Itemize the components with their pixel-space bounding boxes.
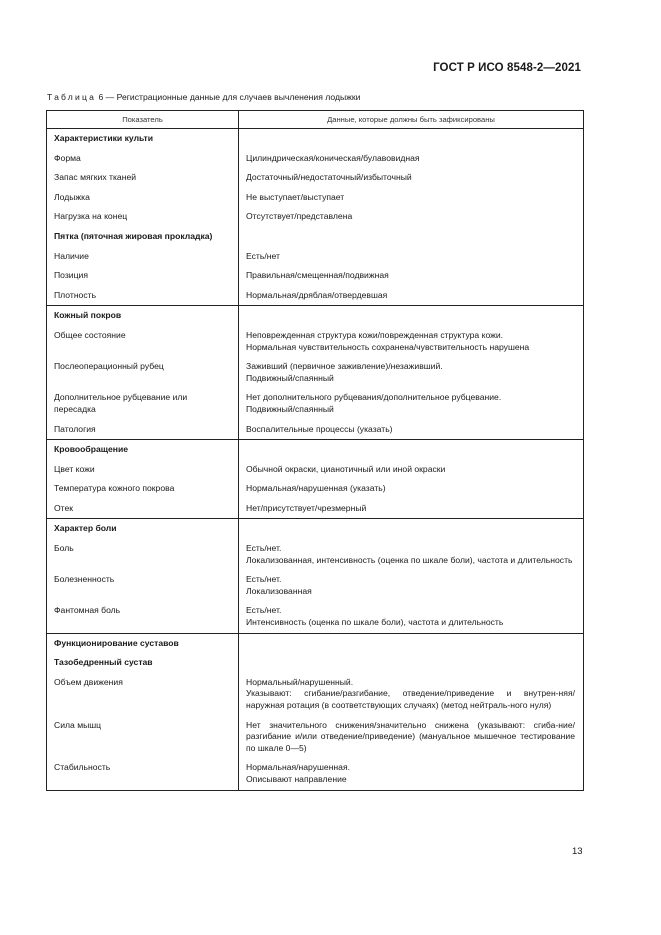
row-label: Болезненность bbox=[47, 570, 239, 601]
row-value bbox=[239, 539, 584, 570]
row-value bbox=[239, 653, 584, 673]
value-line: Есть/нет. bbox=[246, 543, 282, 554]
table-row bbox=[47, 716, 584, 759]
row-label: Объем движения bbox=[47, 673, 239, 716]
row-label: Кожный покров bbox=[47, 306, 239, 326]
row-value bbox=[239, 420, 584, 440]
row-value bbox=[239, 479, 584, 499]
row-value bbox=[239, 673, 584, 716]
column-header-data: Данные, которые должны быть зафиксированы bbox=[239, 111, 584, 129]
table-row bbox=[47, 479, 584, 499]
section-row bbox=[47, 306, 584, 326]
row-value bbox=[239, 388, 584, 419]
row-value bbox=[239, 168, 584, 188]
row-label: Пятка (пяточная жировая прокладка) bbox=[47, 227, 239, 247]
row-value bbox=[239, 357, 584, 388]
value-line: Правильная/смещенная/подвижная bbox=[246, 270, 389, 281]
table-row bbox=[47, 539, 584, 570]
table-row bbox=[47, 570, 584, 601]
subsection-row bbox=[47, 227, 584, 247]
table-row bbox=[47, 247, 584, 267]
row-value bbox=[239, 440, 584, 460]
section-row bbox=[47, 633, 584, 653]
row-value bbox=[239, 601, 584, 633]
row-value bbox=[239, 286, 584, 306]
row-label: Позиция bbox=[47, 266, 239, 286]
value-line: Описывают направление bbox=[246, 773, 347, 784]
value-line: Заживший (первичное заживление)/незаживший. bbox=[246, 361, 443, 372]
table-row bbox=[47, 460, 584, 480]
row-label: Запас мягких тканей bbox=[47, 168, 239, 188]
table-row bbox=[47, 388, 584, 419]
page-number: 13 bbox=[572, 846, 583, 857]
value-line: Не выступает/выступает bbox=[246, 191, 345, 202]
table-row bbox=[47, 601, 584, 633]
subsection-row bbox=[47, 653, 584, 673]
table-row bbox=[47, 207, 584, 227]
value-line: Есть/нет. bbox=[246, 574, 282, 585]
row-value bbox=[239, 129, 584, 149]
row-value bbox=[239, 266, 584, 286]
row-label: Патология bbox=[47, 420, 239, 440]
row-label: Лодыжка bbox=[47, 188, 239, 208]
row-value bbox=[239, 499, 584, 519]
value-line: Подвижный/спаянный bbox=[246, 403, 334, 414]
column-header-indicator: Показатель bbox=[47, 111, 239, 129]
value-line: Нормальный/нарушенный. bbox=[246, 676, 354, 687]
table-row bbox=[47, 286, 584, 306]
table-row bbox=[47, 499, 584, 519]
row-value bbox=[239, 207, 584, 227]
row-value bbox=[239, 188, 584, 208]
row-value bbox=[239, 149, 584, 169]
value-line: Отсутствует/представлена bbox=[246, 211, 353, 222]
row-value bbox=[239, 633, 584, 653]
table-row bbox=[47, 266, 584, 286]
table-row bbox=[47, 188, 584, 208]
row-label: Функционирование суставов bbox=[47, 633, 239, 653]
row-value bbox=[239, 247, 584, 267]
table-row bbox=[47, 420, 584, 440]
value-line: Воспалительные процессы (указать) bbox=[246, 423, 393, 434]
value-line: Обычной окраски, цианотичный или иной окраски bbox=[246, 463, 446, 474]
row-label: Наличие bbox=[47, 247, 239, 267]
row-label: Тазобедренный сустав bbox=[47, 653, 239, 673]
caption-title: 6 — Регистрационные данные для случаев вычленения лодыжки bbox=[98, 92, 361, 102]
row-value bbox=[239, 716, 584, 759]
table-row bbox=[47, 168, 584, 188]
row-label: Стабильность bbox=[47, 758, 239, 790]
value-line: Нормальная чувствительность сохранена/чувствительность нарушена bbox=[246, 341, 530, 352]
row-label: Нагрузка на конец bbox=[47, 207, 239, 227]
row-value bbox=[239, 570, 584, 601]
table-row bbox=[47, 673, 584, 716]
registration-data-table bbox=[46, 110, 584, 791]
row-label: Кровообращение bbox=[47, 440, 239, 460]
value-line: Есть/нет bbox=[246, 250, 280, 261]
value-line: Достаточный/недостаточный/избыточный bbox=[246, 172, 412, 183]
row-label: Дополнительное рубцевание или пересадка bbox=[47, 388, 239, 419]
row-label: Фантомная боль bbox=[47, 601, 239, 633]
table-caption bbox=[47, 92, 360, 102]
row-value bbox=[239, 519, 584, 539]
value-line: Нормальная/нарушенная (указать) bbox=[246, 483, 386, 494]
value-line: Нормальная/нарушенная. bbox=[246, 762, 351, 773]
row-label: Общее состояние bbox=[47, 326, 239, 357]
row-label: Сила мышц bbox=[47, 716, 239, 759]
table-body bbox=[47, 129, 584, 791]
row-label: Отек bbox=[47, 499, 239, 519]
table-row bbox=[47, 326, 584, 357]
row-label: Характеристики культи bbox=[47, 129, 239, 149]
value-line: Нет дополнительного рубцевания/дополнительное рубцевание. bbox=[246, 392, 502, 403]
value-line: Локализованная, интенсивность (оценка по шкале боли), частота и длительность bbox=[246, 554, 573, 565]
document-code: ГОСТ Р ИСО 8548-2—2021 bbox=[433, 62, 581, 74]
section-row bbox=[47, 440, 584, 460]
row-label: Плотность bbox=[47, 286, 239, 306]
value-line: Локализованная bbox=[246, 585, 312, 596]
value-line: Есть/нет. bbox=[246, 605, 282, 616]
row-value bbox=[239, 460, 584, 480]
row-label: Послеоперационный рубец bbox=[47, 357, 239, 388]
value-line: Указывают: сгибание/разгибание, отведение/приведение и внутрен-няя/ наружная ротация (в соответствующих случаях) (метод нейтраль-ного нуля) bbox=[246, 688, 575, 710]
caption-label: Таблица bbox=[47, 92, 97, 102]
row-value bbox=[239, 227, 584, 247]
table-row bbox=[47, 149, 584, 169]
value-line: Подвижный/спаянный bbox=[246, 372, 334, 383]
row-label: Температура кожного покрова bbox=[47, 479, 239, 499]
row-value bbox=[239, 326, 584, 357]
value-line: Неповрежденная структура кожи/поврежденная структура кожи. bbox=[246, 329, 504, 340]
row-label: Боль bbox=[47, 539, 239, 570]
section-row bbox=[47, 519, 584, 539]
section-row bbox=[47, 129, 584, 149]
value-line: Цилиндрическая/коническая/булавовидная bbox=[246, 152, 420, 163]
value-line: Нормальная/дряблая/отвердевшая bbox=[246, 289, 388, 300]
table-header-row bbox=[47, 111, 584, 129]
row-label: Характер боли bbox=[47, 519, 239, 539]
table-row bbox=[47, 357, 584, 388]
row-value bbox=[239, 758, 584, 790]
row-label: Форма bbox=[47, 149, 239, 169]
row-label: Цвет кожи bbox=[47, 460, 239, 480]
value-line: Нет значительного снижения/значительно снижена (указывают: сгиба-ние/разгибание и/или отведение/приведение) (мануальное мышечное тестирование по шкале 0—5) bbox=[246, 719, 575, 753]
value-line: Нет/присутствует/чрезмерный bbox=[246, 502, 367, 513]
value-line: Интенсивность (оценка по шкале боли), частота и длительность bbox=[246, 617, 504, 628]
table-row bbox=[47, 758, 584, 790]
row-value bbox=[239, 306, 584, 326]
